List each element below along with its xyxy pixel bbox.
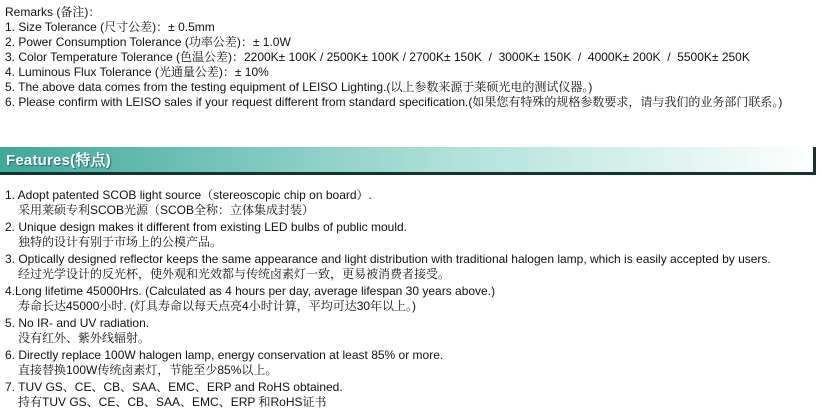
remark-line: 5. The above data comes from the testing equipment of LEISO Lighting.(以上参数来源于莱硕光电的测试仪器。) <box>5 80 593 94</box>
feature-text-zh: 持有TUV GS、CE、CB、SAA、EMC、ERP 和RoHS证书 <box>18 395 327 409</box>
remark-line: 6. Please confirm with LEISO sales if your request different from standard specification.(如果您有特殊的规格参数要求，请与我们的业务部门联系。) <box>5 95 783 109</box>
features-header-title: Features(特点) <box>6 152 111 169</box>
remark-line: 2. Power Consumption Tolerance (功率公差)：± 1.0W <box>5 35 291 49</box>
feature-text-en: 2. Unique design makes it different from existing LED bulbs of public mould. <box>5 220 407 234</box>
feature-text-zh: 寿命长达45000小时. (灯具寿命以每天点亮4小时计算，平均可达30年以上。) <box>18 299 417 313</box>
features-list <box>0 175 822 410</box>
feature-text-en: 5. No IR- and UV radiation. <box>5 316 150 330</box>
feature-text-zh: 采用莱硕专利SCOB光源（SCOB全称：立体集成封装） <box>18 203 315 217</box>
feature-text-en: 4.Long lifetime 45000Hrs. (Calculated as 4 hours per day, average lifespan 30 years above.) <box>5 284 496 298</box>
feature-text-zh: 经过光学设计的反光杯，使外观和光效都与传统卤素灯一致，更易被消费者接受。 <box>18 267 451 281</box>
features-header-band <box>0 147 816 175</box>
feature-text-zh: 直接替换100W传统卤素灯，节能至少85%以上。 <box>18 363 278 377</box>
feature-item <box>5 380 822 410</box>
remarks-title: Remarks (备注)： <box>5 5 101 19</box>
feature-text-zh: 没有红外、紫外线辐射。 <box>18 331 151 345</box>
remark-line: 1. Size Tolerance (尺寸公差)：± 0.5mm <box>5 20 215 34</box>
remarks-section <box>0 0 822 110</box>
feature-text-en: 1. Adopt patented SCOB light source（stereoscopic chip on board）. <box>5 188 372 202</box>
feature-text-zh: 独特的设计有别于市场上的公模产品。 <box>18 235 223 249</box>
remark-line: 4. Luminous Flux Tolerance (光通量公差)：± 10% <box>5 65 269 79</box>
feature-item <box>5 348 822 378</box>
feature-item <box>5 316 822 346</box>
remarks-list <box>5 20 822 110</box>
feature-text-en: 6. Directly replace 100W halogen lamp, energy conservation at least 85% or more. <box>5 348 444 362</box>
feature-item <box>5 284 822 314</box>
feature-item <box>5 220 822 250</box>
feature-text-en: 7. TUV GS、CE、CB、SAA、EMC、ERP and RoHS obtained. <box>5 380 343 394</box>
remark-line: 3. Color Temperature Tolerance (色温公差)：2200K± 100K / 2500K± 100K / 2700K± 150K / 3000K± 150K / 4000K± 200K / 5500K± 250K <box>5 50 750 64</box>
feature-item <box>5 252 822 282</box>
feature-item <box>5 188 822 218</box>
feature-text-en: 3. Optically designed reflector keeps the same appearance and light distribution with traditional halogen lamp, which is easily accepted by users. <box>5 252 771 266</box>
